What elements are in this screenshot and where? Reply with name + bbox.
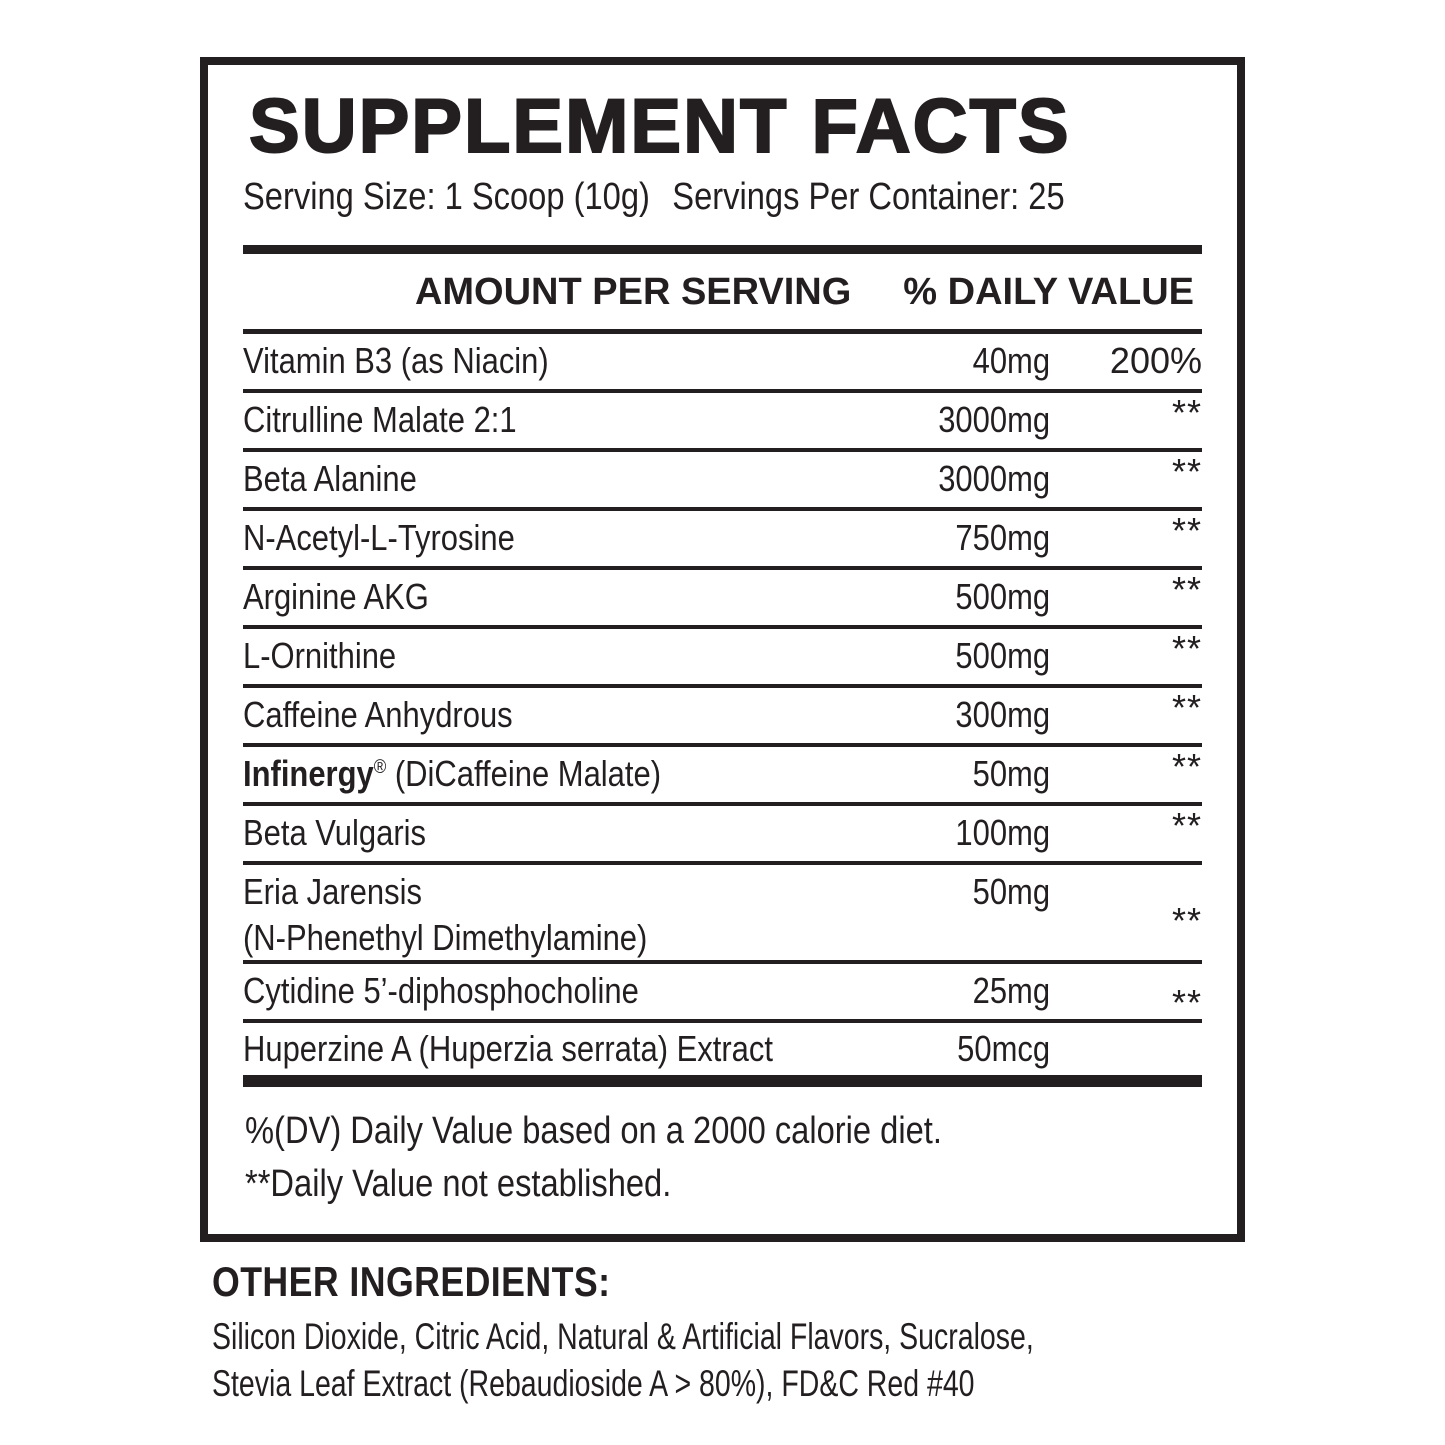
- ingredient-amount: 3000mg: [938, 458, 1050, 500]
- ingredient-amount: 40mg: [972, 340, 1050, 382]
- ingredient-name: Beta Vulgaris: [243, 812, 427, 854]
- ingredient-name: Huperzine A (Huperzia serrata) Extract: [243, 1027, 773, 1069]
- divider-heavy-top: [243, 245, 1202, 254]
- footnote-not-established: **Daily Value not established.: [245, 1162, 672, 1205]
- ingredient-row: [243, 806, 1202, 865]
- ingredient-row: [243, 452, 1202, 511]
- ingredient-daily-value: **: [1171, 687, 1202, 729]
- ingredient-amount: 300mg: [955, 694, 1050, 736]
- ingredient-name: Citrulline Malate 2:1: [243, 399, 517, 441]
- ingredient-brand: Infinergy: [243, 753, 374, 795]
- supplement-facts-panel: [200, 57, 1245, 1242]
- ingredient-daily-value: **: [1171, 746, 1202, 788]
- ingredient-name: Beta Alanine: [243, 458, 417, 500]
- ingredient-amount: 50mg: [972, 870, 1050, 912]
- ingredient-row: [243, 511, 1202, 570]
- ingredient-daily-value: **: [1171, 569, 1202, 611]
- ingredient-daily-value: **: [1171, 982, 1202, 1024]
- ingredient-amount: 50mcg: [957, 1027, 1050, 1069]
- ingredient-amount: 500mg: [955, 576, 1050, 618]
- ingredient-row: [243, 1023, 1202, 1087]
- ingredient-name: (DiCaffeine Malate): [386, 753, 662, 795]
- footnote-daily-value: %(DV) Daily Value based on a 2000 calorie diet.: [245, 1109, 942, 1152]
- ingredient-amount: 100mg: [955, 812, 1050, 854]
- ingredient-amount: 3000mg: [938, 399, 1050, 441]
- ingredient-daily-value: 200%: [1109, 340, 1202, 382]
- ingredient-row: [243, 629, 1202, 688]
- ingredient-amount: 750mg: [955, 517, 1050, 559]
- ingredient-row: [243, 570, 1202, 629]
- servings-per-container: Servings Per Container: 25: [672, 176, 1065, 218]
- ingredient-row: [243, 334, 1202, 393]
- ingredient-row: [243, 747, 1202, 806]
- ingredient-daily-value: **: [1171, 451, 1202, 493]
- ingredient-daily-value: [1050, 1030, 1202, 1068]
- ingredient-row: [243, 688, 1202, 747]
- ingredient-amount: 50mg: [972, 753, 1050, 795]
- ingredient-row: [243, 865, 1202, 964]
- footnotes: [243, 1087, 1202, 1211]
- ingredient-name: Caffeine Anhydrous: [243, 694, 513, 736]
- ingredient-daily-value: **: [1171, 392, 1202, 434]
- other-ingredients-line: Silicon Dioxide, Citric Acid, Natural & Artificial Flavors, Sucralose,: [212, 1316, 1034, 1357]
- ingredient-row: [243, 393, 1202, 452]
- ingredient-name: Vitamin B3 (as Niacin): [243, 340, 549, 382]
- ingredient-name-line2: (N-Phenethyl Dimethylamine): [243, 916, 648, 958]
- ingredient-daily-value: **: [1171, 899, 1202, 941]
- ingredient-amount: 25mg: [972, 970, 1050, 1012]
- ingredient-daily-value: **: [1171, 628, 1202, 670]
- other-ingredients-heading: OTHER INGREDIENTS:: [212, 1258, 611, 1305]
- ingredient-daily-value: **: [1171, 805, 1202, 847]
- ingredient-name: Cytidine 5’-diphosphocholine: [243, 970, 639, 1012]
- other-ingredients-line: Stevia Leaf Extract (Rebaudioside A > 80%), FD&C Red #40: [212, 1362, 975, 1404]
- serving-size: Serving Size: 1 Scoop (10g): [243, 176, 650, 218]
- ingredient-name: Arginine AKG: [243, 576, 429, 618]
- column-header-amount: AMOUNT PER SERVING: [414, 270, 852, 313]
- ingredient-name: Eria Jarensis: [243, 870, 422, 912]
- panel-title: SUPPLEMENT FACTS: [249, 84, 1071, 169]
- other-ingredients-section: [212, 1258, 1279, 1407]
- trademark-symbol: ®: [373, 756, 387, 779]
- column-header-daily-value: % DAILY VALUE: [903, 270, 1194, 313]
- ingredient-amount: 500mg: [955, 635, 1050, 677]
- ingredient-name: L-Ornithine: [243, 635, 397, 677]
- serving-info: [243, 175, 1202, 221]
- ingredient-daily-value: **: [1171, 510, 1202, 552]
- column-header-row: [243, 254, 1202, 329]
- ingredient-row: [243, 964, 1202, 1023]
- ingredient-name: N-Acetyl-L-Tyrosine: [243, 517, 515, 559]
